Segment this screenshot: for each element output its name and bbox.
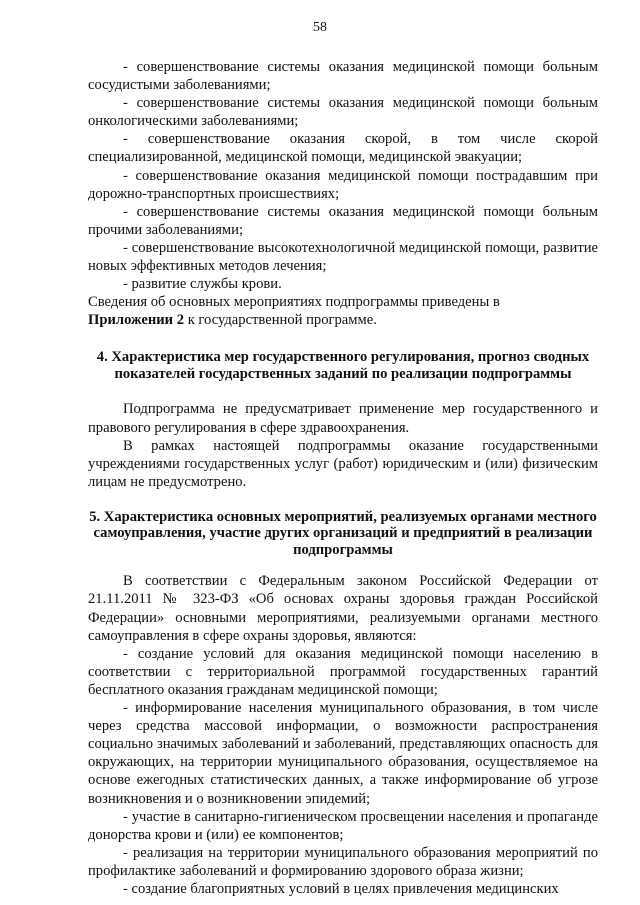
list-item: - реализация на территории муниципального образования мероприятий по профилактике заболеваний и формированию здорового образа жизни; (88, 844, 598, 879)
list-item: - создание условий для оказания медицинской помощи населению в соответствии с территориальной программой государственных гарантий бесплатного оказания гражданам медицинской помощи; (88, 645, 598, 698)
list-item: - участие в санитарно-гигиеническом просвещении населения и пропаганде донорства крови и (или) ее компонентов; (88, 808, 598, 843)
list-item: - совершенствование системы оказания медицинской помощи больным онкологическими заболеваниями; (88, 95, 598, 130)
list-item: - создание благоприятных условий в целях привлечения медицинских (123, 880, 559, 897)
section-4-paragraph: В рамках настоящей подпрограммы оказание государственными учреждениями государственных услуг (работ) юридическим и (или) физическим лицам не предусмотрено. (88, 437, 598, 490)
appendix-text-start: Сведения об основных мероприятиях подпрограммы приведены в (88, 294, 500, 311)
appendix-reference (88, 293, 598, 329)
list-item: - совершенствование системы оказания медицинской помощи больным прочими заболеваниями; (88, 203, 598, 238)
list-item: - совершенствование оказания скорой, в том числе скорой специализированной, медицинской помощи, медицинской эвакуации; (88, 131, 598, 166)
section-5-heading: 5. Характеристика основных мероприятий, реализуемых органами местного самоуправления, участие других организаций и предприятий в реализации подпрограммы (89, 508, 597, 558)
section-4-heading: 4. Характеристика мер государственного регулирования, прогноз сводных показателей государственных заданий по реализации подпрограммы (96, 349, 590, 382)
list-item: - совершенствование высокотехнологичной медицинской помощи, развитие новых эффективных методов лечения; (88, 239, 598, 275)
list-item: - развитие службы крови. (123, 276, 282, 293)
page-body (88, 58, 598, 898)
page-number: 58 (313, 20, 327, 35)
section-5-intro: В соответствии с Федеральным законом Российской Федерации от 21.11.2011 № 323-ФЗ «Об основах охраны здоровья граждан Российской Федерации» основными мероприятиями, реализуемыми органами местного самоуправления в сфере охраны здоровья, являются: (88, 573, 598, 644)
appendix-text-end: к государственной программе. (184, 312, 377, 329)
appendix-link-bold: Приложении 2 (88, 312, 185, 329)
list-item: - совершенствование системы оказания медицинской помощи больным сосудистыми заболеваниями; (88, 59, 598, 94)
section-4-paragraph: Подпрограмма не предусматривает применение мер государственного и правового регулирования в сфере здравоохранения. (88, 401, 598, 436)
list-item: - совершенствование оказания медицинской помощи пострадавшим при дорожно-транспортных происшествиях; (88, 167, 598, 202)
list-item: - информирование населения муниципального образования, в том числе через средства массовой информации, о возможности распространения социально значимых заболеваний и заболеваний, представляющих опасность для окружающих, на территории муниципального образования, осуществляемое на основе ежегодных статистических данных, а также информирование об угрозе возникновения и о возникновении эпидемий; (88, 700, 598, 807)
